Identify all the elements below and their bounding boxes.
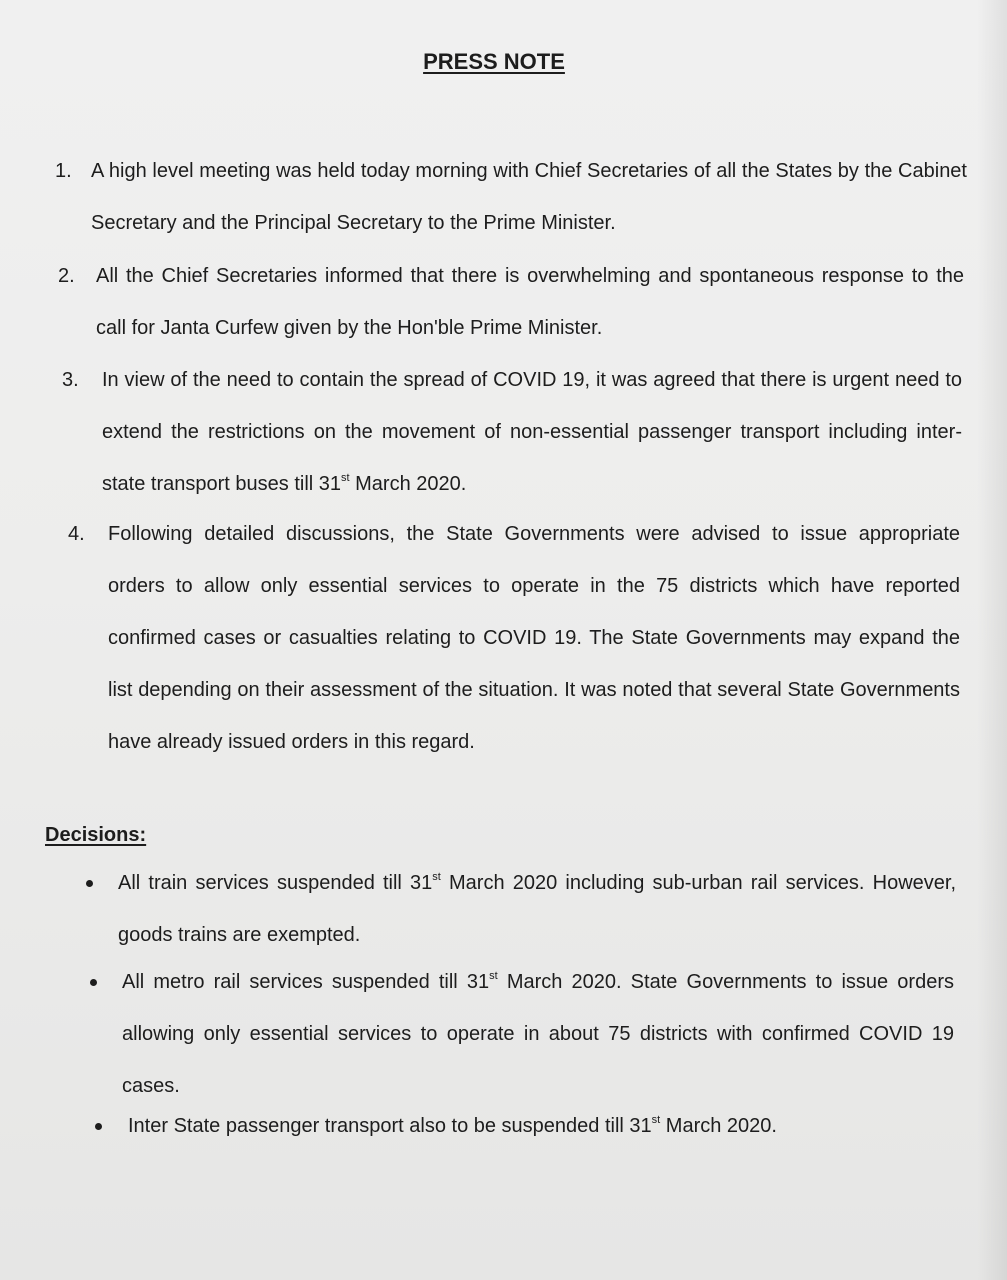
page-edge-shadow [977,0,1007,1280]
bullet-text: All train services suspended till 31st March 2020 including sub-urban rail services. However, goods trains are exempted. [118,871,957,946]
list-item-2 [58,250,973,354]
bullet-dot-icon [90,979,97,986]
page-title: PRESS NOTE [423,49,565,74]
decision-bullet-1 [86,857,962,961]
list-item-text: Following detailed discussions, the State Governments were advised to issue appropriate orders to allow only essential services to operate in the 75 districts which have reported confirmed cases or casualties relating to COVID 19. The State Governments may expand the list depending on their assessment of the situation. It was noted that several State Governments have already issued orders in this regard. [108,523,960,753]
decision-bullet-3 [95,1100,955,1152]
list-item-number: 4. [68,523,85,545]
list-item-text: All the Chief Secretaries informed that there is overwhelming and spontaneous response to the call for Janta Curfew given by the Hon'ble Prime Minister. [96,265,964,339]
list-item-4 [68,508,968,768]
list-item-number: 3. [62,369,79,391]
list-item-number: 1. [55,160,72,182]
decisions-heading: Decisions: [45,824,147,846]
list-item-text: In view of the need to contain the spread of COVID 19, it was agreed that there is urgent need to extend the restrictions on the movement of non-essential passenger transport including inter-state transport buses till 31st March 2020. [102,369,962,495]
list-item-number: 2. [58,265,75,287]
list-item-1 [55,145,975,249]
bullet-text: Inter State passenger transport also to be suspended till 31st March 2020. [128,1114,777,1137]
bullet-dot-icon [86,880,93,887]
superscript: st [489,970,498,982]
bullet-dot-icon [95,1123,102,1130]
decision-bullet-2 [90,956,962,1112]
superscript: st [341,472,350,484]
list-item-3 [62,354,972,510]
bullet-text: All metro rail services suspended till 31st March 2020. State Governments to issue orders allowing only essential services to operate in about 75 districts with confirmed COVID 19 cases. [122,970,954,1097]
superscript: st [432,871,441,883]
superscript: st [651,1114,661,1126]
list-item-text: A high level meeting was held today morning with Chief Secretaries of all the States by the Cabinet Secretary and the Principal Secretary to the Prime Minister. [91,160,967,234]
